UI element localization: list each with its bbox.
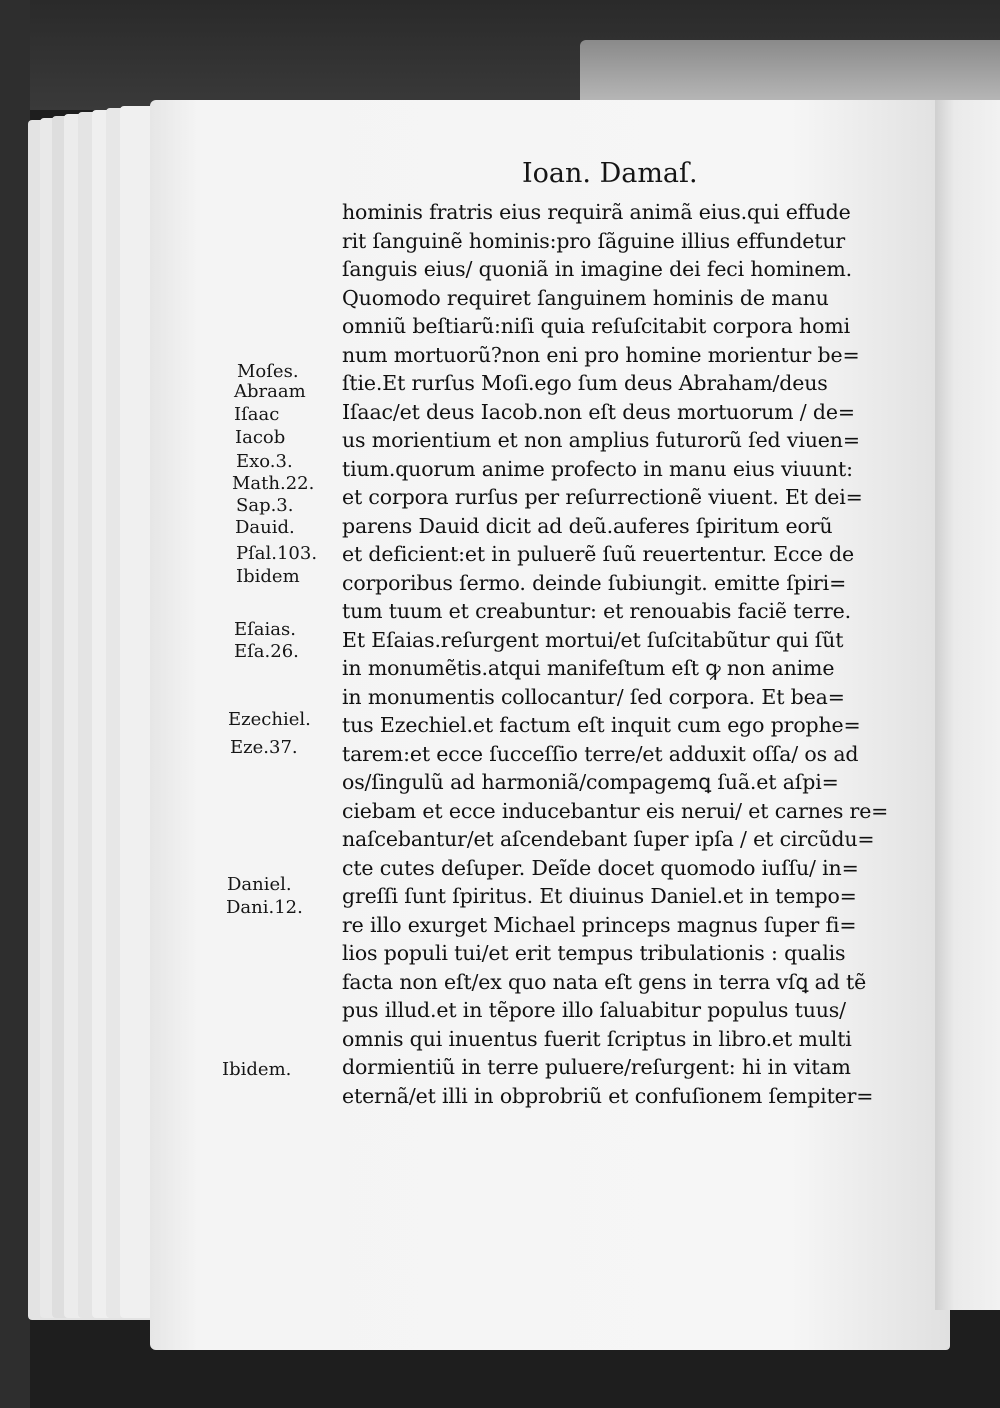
text-line: dormientiũ in terre puluere/reſurgent: hi in vitam [342,1055,851,1079]
text-line: pus illud.et in tẽpore illo ſaluabitur populus tuus/ [342,998,846,1022]
margin-note: Eſaias. [234,619,296,640]
margin-note: Daniel. [227,874,292,895]
text-line: et deficient:et in puluerẽ ſuũ reuertentur. Ecce de [342,542,854,566]
text-line: re illo exurget Michael princeps magnus ſuper fi= [342,912,857,937]
margin-note: Abraam [234,381,306,402]
text-line: greſſi ſunt ſpiritus. Et diuinus Daniel.et in tempo= [342,884,857,908]
margin-note: Sap.3. [236,495,294,516]
margin-note: Dani.12. [226,897,303,918]
text-line: et corpora rurſus per reſurrectionẽ viuent. Et dei= [342,485,863,509]
margin-note: Pſal.103. [236,543,318,564]
margin-note: Ibidem [236,566,300,587]
main-text-block [342,198,907,1110]
text-line: us morientium et non amplius futurorũ ſed viuen= [342,428,860,452]
margin-note: Dauid. [235,517,295,538]
margin-note: Moſes. [237,361,299,382]
text-line: Quomodo requiret ſanguinem hominis de manu [342,285,829,310]
margin-note: Exo.3. [236,451,293,472]
text-line: lios populi tui/et erit tempus tribulationis : qualis [342,941,846,965]
text-line: hominis fratris eius requirã animã eius.qui effude [342,200,851,224]
text-line: num mortuorũ?non eni pro homine morientur be= [342,342,860,367]
facing-page-edge [935,100,1000,1310]
text-line: os/ſingulũ ad harmoniã/compagemꝗ ſuã.et aſpi= [342,770,839,794]
text-line: parens Dauid dicit ad deũ.auferes ſpiritum eorũ [342,513,833,538]
margin-note: Ezechiel. [228,709,311,730]
margin-note: Iſaac [234,404,280,425]
text-line: corporibus ſermo. deinde ſubiungit. emitte ſpiri= [342,570,847,595]
text-line: in monumentis collocantur/ ſed corpora. Et bea= [342,684,845,709]
text-line: omnis qui inuentus fuerit ſcriptus in libro.et multi [342,1026,852,1051]
text-line: ſanguis eius/ quoniã in imagine dei feci hominem. [342,257,853,281]
text-line: ciebam et ecce inducebantur eis nerui/ et carnes re= [342,798,889,823]
margin-note: Math.22. [232,473,315,494]
margin-note: Eſa.26. [234,641,299,662]
text-line: ſtie.Et rurſus Moſi.ego ſum deus Abraham/deus [342,371,828,395]
text-line: Iſaac/et deus Iacob.non eſt deus mortuorum / de= [342,399,855,424]
text-line: eternã/et illi in obprobriũ et confuſionem ſempiter= [342,1083,874,1108]
book-cover-left [0,0,30,1408]
text-line: naſcebantur/et aſcendebant ſuper ipſa / et circũdu= [342,827,875,851]
margin-note: Eze.37. [230,737,298,758]
text-line: tus Ezechiel.et factum eſt inquit cum ego prophe= [342,713,861,737]
text-line: cte cutes deſuper. Deĩde docet quomodo iuſſu/ in= [342,855,859,880]
text-line: in monumẽtis.atqui manifeſtum eſt ꝙ non anime [342,656,835,680]
text-line: tum tuum et creabuntur: et renouabis faciẽ terre. [342,599,851,623]
text-line: tarem:et ecce ſucceſſio terre/et adduxit oſſa/ os ad [342,741,859,766]
text-line: rit ſanguinẽ hominis:pro ſãguine illius effundetur [342,228,846,253]
text-line: omniũ beſtiarũ:niſi quia reſuſcitabit corpora homi [342,314,850,338]
margin-note: Iacob [235,427,286,448]
text-line: Et Eſaias.reſurgent mortui/et ſuſcitabũtur qui ſũt [342,627,844,652]
text-line: facta non eſt/ex quo nata eſt gens in terra vſꝗ ad tẽ [342,969,867,994]
margin-note: Ibidem. [222,1059,292,1080]
running-title: Ioan. Damaſ. [522,158,698,189]
text-line: tium.quorum anime profecto in manu eius viuunt: [342,456,853,481]
